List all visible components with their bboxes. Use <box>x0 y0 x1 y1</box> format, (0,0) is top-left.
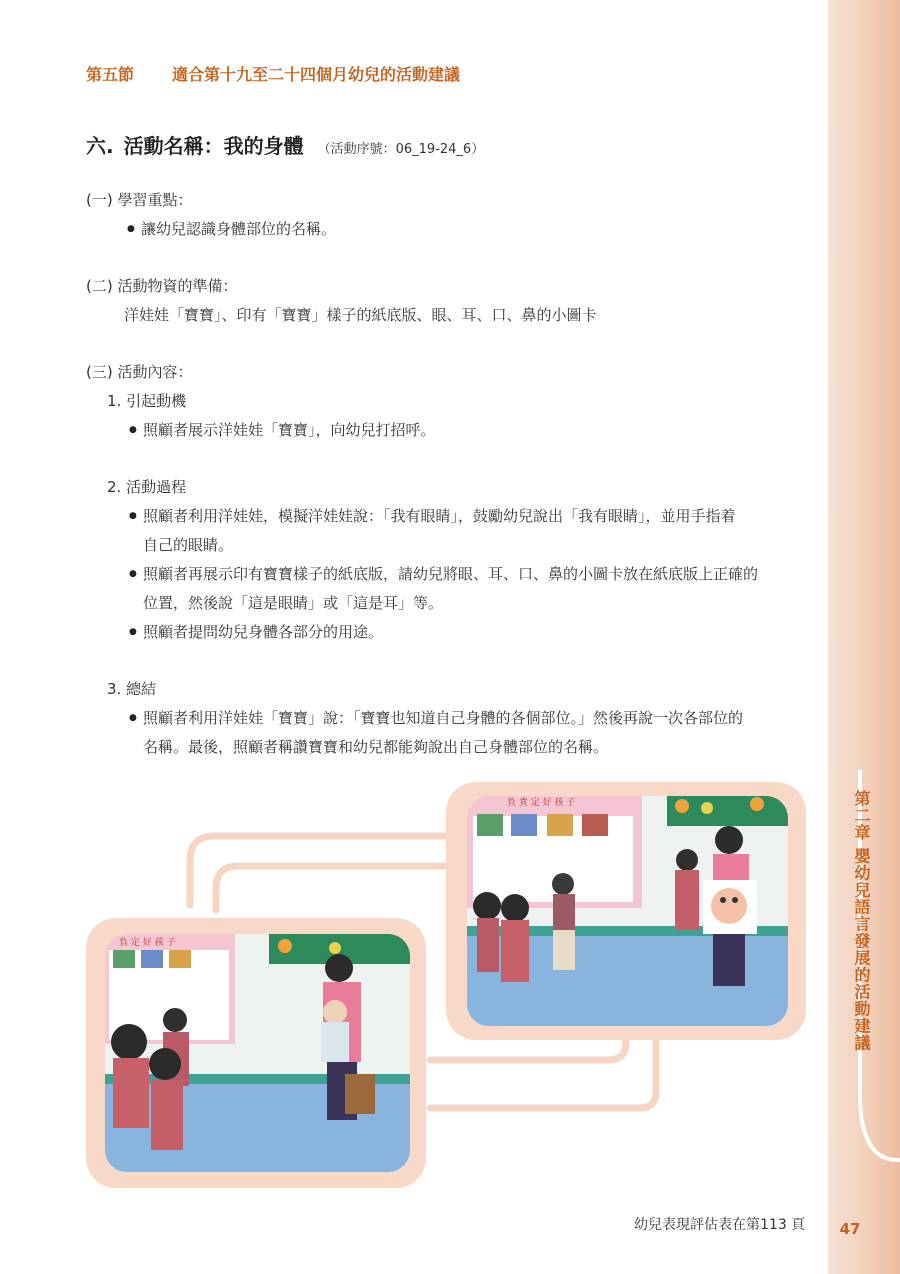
materials-text: 洋娃娃「寶寶」、印有「寶寶」樣子的紙底版、眼、耳、口、鼻的小圖卡 <box>124 306 597 324</box>
right-photo-illustration <box>467 796 788 1026</box>
left-classroom-photo <box>105 934 410 1172</box>
step2-item2-line2: 位置，然後說「這是眼睛」或「這是耳」等。 <box>143 594 444 612</box>
step2-title: 2. 活動過程 <box>107 478 187 496</box>
content-heading: (三) 活動內容： <box>86 363 193 381</box>
step1-title: 1. 引起動機 <box>107 392 187 410</box>
page-number: 47 <box>839 1220 861 1238</box>
step3-title: 3. 總結 <box>107 680 157 698</box>
materials-heading: (二) 活動物資的準備： <box>86 277 238 295</box>
step1-item: ● 照顧者展示洋娃娃「寶寶」，向幼兒打招呼。 <box>143 420 436 440</box>
step2-item2-line1: ● 照顧者再展示印有寶寶樣子的紙底版，請幼兒將眼、耳、口、鼻的小圖卡放在紙底版上正確的 <box>143 564 758 584</box>
chapter-tab: 第二章 嬰幼兒語言發展的活動建議 <box>852 790 871 1052</box>
step3-item1-line2: 名稱。最後，照顧者稱讚寶寶和幼兒都能夠說出自己身體部位的名稱。 <box>143 738 609 756</box>
step2-item3: ● 照顧者提問幼兒身體各部分的用途。 <box>143 622 383 642</box>
right-classroom-photo <box>467 796 788 1026</box>
section-number: 第五節 <box>86 65 135 84</box>
left-board-text: 負 定 好 孩 子 <box>119 938 176 948</box>
step2-item1-line1: ● 照顧者利用洋娃娃，模擬洋娃娃說：「我有眼睛」，鼓勵幼兒說出「我有眼睛」，並用手指着 <box>143 506 736 526</box>
footer-note: 幼兒表現評估表在第113 頁 <box>634 1217 806 1233</box>
step3-item1-line1: ● 照顧者利用洋娃娃「寶寶」說：「寶寶也知道自己身體的各個部位。」然後再說一次各部位的 <box>143 708 743 728</box>
learning-focus-heading: (一) 學習重點： <box>86 191 193 209</box>
activity-number: 六. <box>86 134 114 158</box>
activity-name: 活動名稱：我的身體 <box>123 134 304 158</box>
right-board-text: 負 責 定 好 孩 子 <box>507 798 576 808</box>
activity-code: （活動序號：06_19-24_6） <box>317 142 485 157</box>
section-title: 適合第十九至二十四個月幼兒的活動建議 <box>172 65 461 84</box>
step2-item1-line2: 自己的眼睛。 <box>143 536 234 554</box>
left-photo-illustration <box>105 934 410 1172</box>
learning-focus-item: ● 讓幼兒認識身體部位的名稱。 <box>141 219 336 239</box>
